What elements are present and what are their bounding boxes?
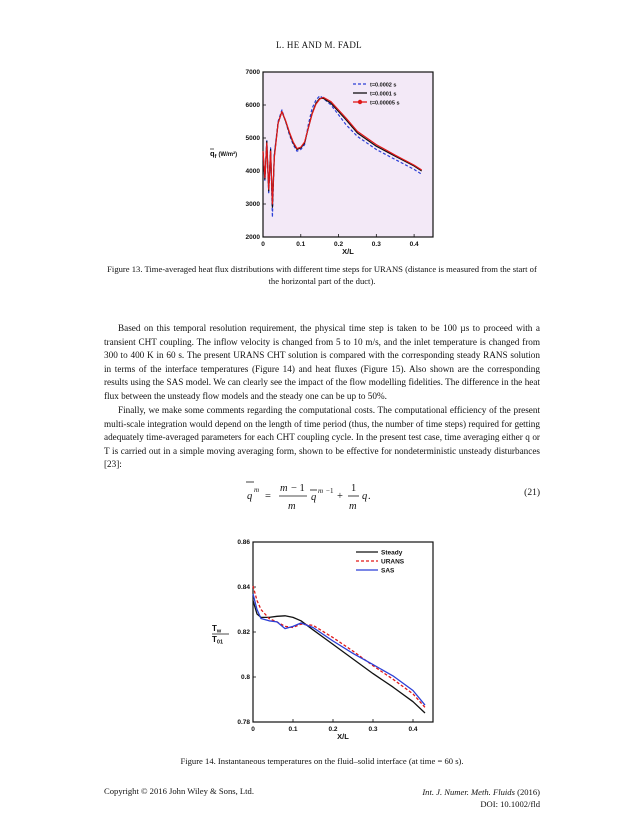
y-tick-label: 5000: [245, 135, 260, 143]
legend-label: t=0.0001 s: [370, 91, 397, 98]
x-tick-label: 0.2: [328, 726, 338, 733]
y-tick-label: 0.86: [237, 539, 250, 547]
y-tick-label: 7000: [245, 69, 260, 77]
svg-text:−1: −1: [326, 487, 334, 495]
svg-text:.: .: [368, 491, 371, 502]
x-tick-label: 0: [251, 726, 255, 733]
svg-text:m: m: [254, 486, 260, 494]
svg-text:1: 1: [351, 483, 357, 494]
temperature-chart-svg: [208, 534, 440, 746]
x-tick-label: 0.3: [371, 241, 381, 248]
svg-text:m: m: [280, 483, 288, 494]
svg-text:m: m: [318, 487, 324, 495]
x-tick-label: 0.4: [409, 241, 419, 248]
figure-14-chart: [208, 534, 440, 746]
legend-label: URANS: [381, 558, 405, 566]
equation-number: (21): [524, 488, 540, 498]
y-axis-label-denominator: T01: [212, 635, 224, 646]
figure-14-caption: Figure 14. Instantaneous temperatures on the fluid–solid interface (at time = 60 s).: [180, 756, 464, 766]
svg-text:q: q: [311, 492, 317, 503]
copyright-notice: Copyright © 2016 John Wiley & Sons, Ltd.: [104, 786, 254, 796]
svg-text:− 1: − 1: [291, 483, 305, 494]
y-axis-label-numerator: Tw: [212, 624, 222, 635]
plot-frame: [253, 542, 433, 722]
y-tick-label: 3000: [245, 201, 260, 209]
series-line: [253, 586, 425, 708]
legend-label: Steady: [381, 549, 403, 557]
x-axis-label: X/L: [342, 247, 354, 254]
legend-label: t=0.0002 s: [370, 82, 397, 89]
journal-info: [422, 786, 540, 810]
svg-text:m: m: [349, 501, 357, 512]
svg-text:+: +: [337, 491, 343, 502]
y-tick-label: 0.82: [237, 629, 250, 637]
doi: DOI: 10.1002/fld: [480, 799, 540, 809]
paragraph-1: Based on this temporal resolution requirement, the physical time step is taken to be 100 µs to proceed with a transient CHT coupling. The inflow velocity is changed from 5 to 10 m/s, and the inlet temperature is changed from 300 to 400 K in 60 s. The present URANS CHT solution is compared with the corresponding steady RANS solution in terms of the interface temperatures (Figure 14) and heat fluxes (Figure 15). Also shown are the corresponding results using the SAS model. We can clearly see the impact of the flow modelling fidelities. The difference in the heat flux between the unsteady flow models and the steady one can be up to 50%.: [104, 323, 540, 401]
paragraph-2: Finally, we make some comments regarding the computational costs. The computational efficiency of the present multi-scale integration would depend on the length of time period (thus, the number of time steps) required for getting adequately time-averaged parameters for each CHT coupling cycle. In the present test case, time averaging either q or T is carried out in a simple moving averaging form, shown to be effective for nondeterministic unsteady disturbances [23]:: [104, 405, 540, 470]
heat-flux-chart-svg: [205, 64, 441, 254]
x-tick-label: 0.3: [368, 726, 378, 733]
journal-year: (2016): [517, 787, 540, 797]
journal-name: Int. J. Numer. Meth. Fluids: [422, 787, 515, 797]
legend-marker: [358, 100, 362, 104]
x-tick-label: 0.1: [296, 241, 306, 248]
y-tick-label: 0.8: [240, 674, 250, 682]
equation-formula: [104, 474, 540, 520]
plot-frame: [263, 72, 433, 237]
running-head: L. HE AND M. FADL: [276, 40, 362, 50]
y-tick-label: 6000: [245, 102, 260, 110]
figure-13-chart: [205, 64, 441, 254]
x-tick-label: 0.1: [288, 726, 298, 733]
svg-text:m: m: [288, 501, 296, 512]
x-tick-label: 0.2: [334, 241, 344, 248]
y-axis-label: $q_f$ $^{(W/m^2)}$: [210, 149, 238, 160]
y-tick-label: 0.78: [237, 719, 250, 727]
equation-21: [104, 474, 540, 520]
series-line: [253, 601, 425, 714]
legend-label: SAS: [381, 567, 395, 575]
svg-text:q: q: [362, 491, 368, 502]
y-tick-label: 0.84: [237, 584, 250, 592]
svg-text:q: q: [247, 491, 253, 502]
y-tick-label: 2000: [245, 234, 260, 242]
x-tick-label: 0.4: [408, 726, 418, 733]
x-tick-label: 0: [261, 241, 265, 248]
legend-label: t=0.00005 s: [370, 100, 400, 107]
x-axis-label: X/L: [337, 732, 349, 741]
svg-text:=: =: [265, 491, 271, 502]
y-tick-label: 4000: [245, 168, 260, 176]
figure-13-caption: Figure 13. Time-averaged heat flux distributions with different time steps for URANS (distance is measured from the start of the horizontal part of the duct).: [107, 264, 537, 286]
